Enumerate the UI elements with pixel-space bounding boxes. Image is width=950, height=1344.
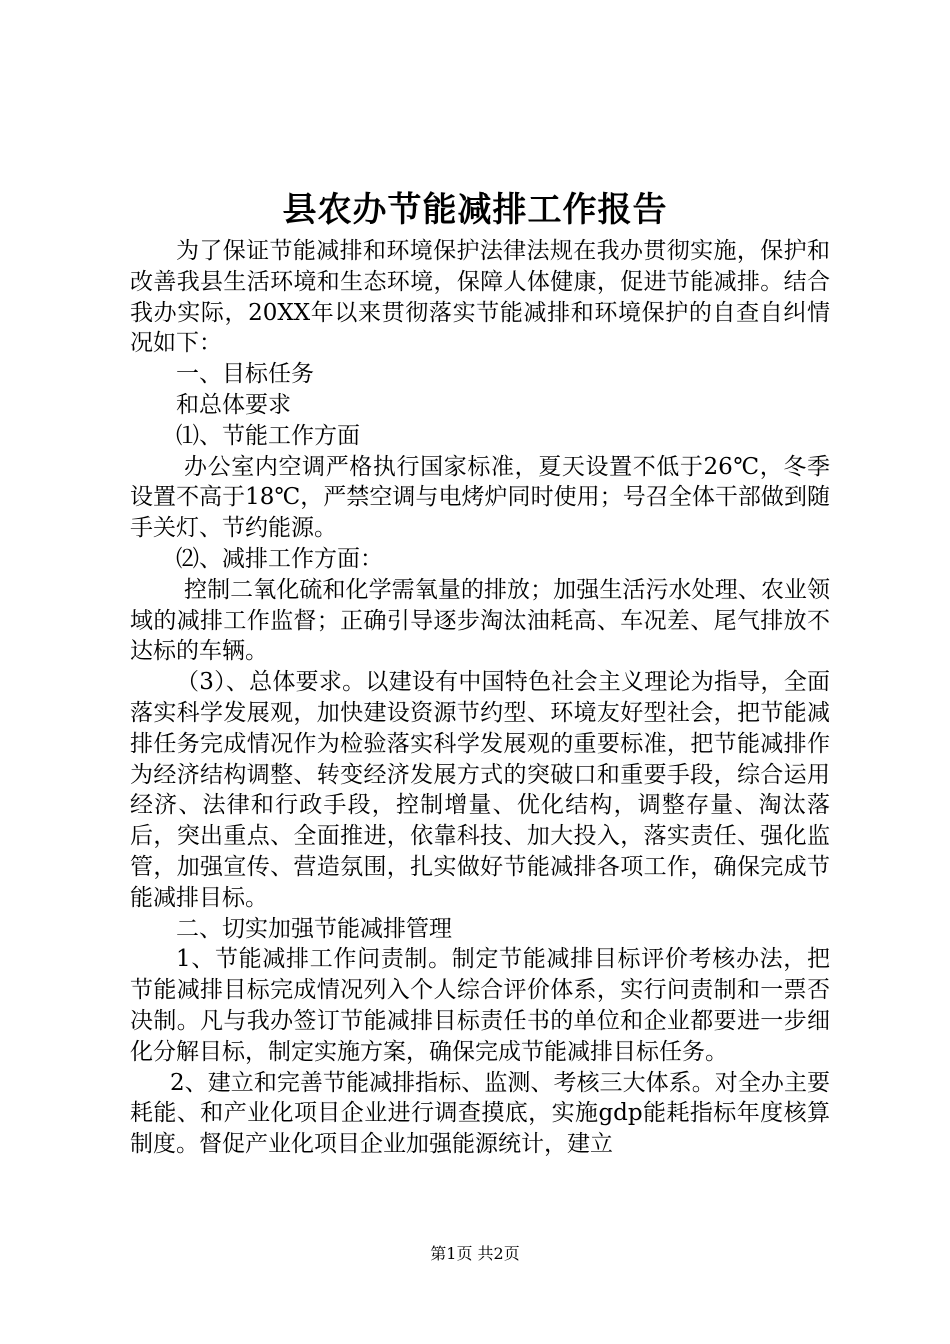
paragraph-item-1: 1、节能减排工作问责制。制定节能减排目标评价考核办法，把节能减排目标完成情况列入个人综合评价体系，实行问责制和一票否决制。凡与我办签订节能减排目标责任书的单位和企业都要进一步细化分解目标，制定实施方案，确保完成节能减排目标任务。	[130, 946, 830, 1065]
heading-section-2: 二、切实加强节能减排管理	[176, 915, 452, 942]
document-body	[130, 236, 830, 1160]
document-title: 县农办节能减排工作报告	[282, 190, 668, 230]
paragraph-emission: 控制二氧化硫和化学需氧量的排放；加强生活污水处理、农业领域的减排工作监督；正确引导逐步淘汰油耗高、车况差、尾气排放不达标的车辆。	[130, 576, 830, 665]
paragraph-energy: 办公室内空调严格执行国家标准，夏天设置不低于26℃，冬季设置不高于18℃，严禁空调与电烤炉同时使用；号召全体干部做到随手关灯、节约能源。	[130, 453, 830, 542]
heading-section-1-cont: 和总体要求	[176, 391, 291, 418]
subheading-energy: ⑴、节能工作方面	[176, 422, 360, 449]
paragraph-intro: 为了保证节能减排和环境保护法律法规在我办贯彻实施，保护和改善我县生活环境和生态环境，保障人体健康，促进节能减排。结合我办实际，20XX年以来贯彻落实节能减排和环境保护的自查自纠情况如下：	[130, 238, 830, 357]
heading-section-1: 一、目标任务	[176, 361, 314, 388]
subheading-emission: ⑵、减排工作方面：	[176, 545, 383, 572]
paragraph-overall: （3）、总体要求。以建设有中国特色社会主义理论为指导，全面落实科学发展观，加快建设资源节约型、环境友好型社会，把节能减排任务完成情况作为检验落实科学发展观的重要标准，把节能减排作为经济结构调整、转变经济发展方式的突破口和重要手段，综合运用经济、法律和行政手段，控制增量、优化结构，调整存量、淘汰落后，突出重点、全面推进，依靠科技、加大投入，落实责任、强化监管，加强宣传、营造氛围，扎实做好节能减排各项工作，确保完成节能减排目标。	[130, 669, 830, 911]
page-footer: 第1页 共2页	[430, 1244, 520, 1263]
paragraph-item-2: 2、建立和完善节能减排指标、监测、考核三大体系。对全办主要耗能、和产业化项目企业进行调查摸底，实施gdp能耗指标年度核算制度。督促产业化项目企业加强能源统计，建立	[130, 1069, 830, 1158]
